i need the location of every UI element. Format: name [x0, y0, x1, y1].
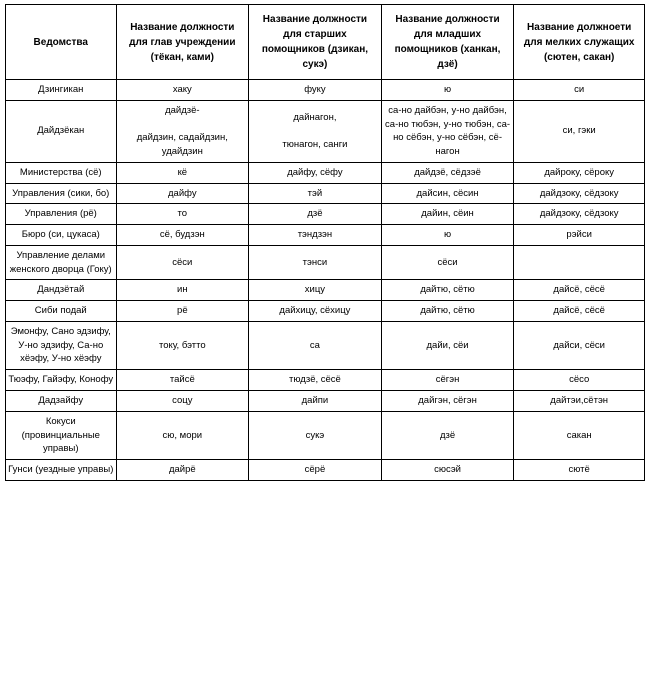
table-cell: дайгэн, сёгэн [381, 391, 514, 412]
table-cell: са [249, 321, 382, 369]
table-cell: дайфу [116, 183, 249, 204]
table-cell: ин [116, 280, 249, 301]
table-cell: дайтэи,сётэн [514, 391, 645, 412]
row-header-cell: Управления (сики, бо) [6, 183, 117, 204]
table-cell [514, 245, 645, 280]
table-cell: дайсё, сёсё [514, 280, 645, 301]
table-row [6, 411, 645, 459]
row-header-cell: Дадзайфу [6, 391, 117, 412]
column-header-heads: Название должности для глав учреждении (тёкан, ками) [116, 5, 249, 80]
table-row [6, 225, 645, 246]
table-cell: дайдзё- дайдзин, садайдзин, удайдзин [116, 100, 249, 162]
table-cell: тюдзё, сёсё [249, 370, 382, 391]
table-cell: тэндзэн [249, 225, 382, 246]
table-cell: дайси, сёси [514, 321, 645, 369]
table-cell: тайсё [116, 370, 249, 391]
table-cell: сукэ [249, 411, 382, 459]
table-row [6, 245, 645, 280]
table-cell: ю [381, 225, 514, 246]
table-cell: ю [381, 80, 514, 101]
row-header-cell: Дайдзёкан [6, 100, 117, 162]
table-cell: сёсо [514, 370, 645, 391]
table-row [6, 100, 645, 162]
table-body [6, 80, 645, 481]
table-cell: дайдзё, сёдзэё [381, 162, 514, 183]
table-row [6, 204, 645, 225]
table-cell: кё [116, 162, 249, 183]
table-cell: дайин, сёин [381, 204, 514, 225]
table-cell: дайсё, сёсё [514, 301, 645, 322]
column-header-junior-assistants: Название должности для младших помощников (ханкан, дзё) [381, 5, 514, 80]
row-header-cell: Бюро (си, цукаса) [6, 225, 117, 246]
row-header-cell: Дзингикан [6, 80, 117, 101]
table-cell: си, гэки [514, 100, 645, 162]
table-cell: сё, будзэн [116, 225, 249, 246]
table-header [6, 5, 645, 80]
table-row [6, 321, 645, 369]
table-row [6, 183, 645, 204]
table-cell: дзё [381, 411, 514, 459]
table-cell: хаку [116, 80, 249, 101]
table-cell: дайроку, сёроку [514, 162, 645, 183]
row-header-cell: Кокуси (провинциальные управы) [6, 411, 117, 459]
row-header-cell: Эмонфу, Сано эдзифу, У-но эдзифу, Са-но хёэфу, У-но хёэфу [6, 321, 117, 369]
table-cell: дайхицу, сёхицу [249, 301, 382, 322]
table-cell: дайтю, сётю [381, 301, 514, 322]
column-header-senior-assistants: Название должности для старших помощников (дзикан, сукэ) [249, 5, 382, 80]
row-header-cell: Дандзётай [6, 280, 117, 301]
table-cell: сёрё [249, 460, 382, 481]
row-header-cell: Тюэфу, Гайэфу, Конофу [6, 370, 117, 391]
table-cell: фуку [249, 80, 382, 101]
table-cell: хицу [249, 280, 382, 301]
table-cell: дайсин, сёсин [381, 183, 514, 204]
table-row [6, 370, 645, 391]
row-header-cell: Сиби подай [6, 301, 117, 322]
table-cell: тэнси [249, 245, 382, 280]
table-cell: дзё [249, 204, 382, 225]
table-cell: сюсэй [381, 460, 514, 481]
row-header-cell: Управления (рё) [6, 204, 117, 225]
table-cell: току, бэтто [116, 321, 249, 369]
table-row [6, 460, 645, 481]
column-header-agencies: Ведомства [6, 5, 117, 80]
table-cell: дайрё [116, 460, 249, 481]
table-cell: дайпи [249, 391, 382, 412]
table-cell: сакан [514, 411, 645, 459]
table-cell: соцу [116, 391, 249, 412]
row-header-cell: Управление делами женского дворца (Гоку) [6, 245, 117, 280]
table-cell: рё [116, 301, 249, 322]
table-row [6, 80, 645, 101]
table-cell: тэй [249, 183, 382, 204]
table-row [6, 280, 645, 301]
table-cell: си [514, 80, 645, 101]
table-row [6, 301, 645, 322]
table-cell: дайдзоку, сёдзоку [514, 204, 645, 225]
column-header-minor-officials: Название должноети для мелких служащих (сютен, сакан) [514, 5, 645, 80]
table-cell: сютё [514, 460, 645, 481]
header-row [6, 5, 645, 80]
table-cell: то [116, 204, 249, 225]
table-cell: дайи, сёи [381, 321, 514, 369]
table-cell: рэйси [514, 225, 645, 246]
table-cell: са-но дайбэн, у-но дайбэн, са-но тюбэн, у-но тюбэн, са-но сёбэн, у-но сёбэн, сё-нагон [381, 100, 514, 162]
positions-table [5, 4, 645, 481]
table-cell: дайфу, сёфу [249, 162, 382, 183]
row-header-cell: Министерства (сё) [6, 162, 117, 183]
table-cell: сю, мори [116, 411, 249, 459]
table-cell: дайнагон, тюнагон, санги [249, 100, 382, 162]
table-cell: сёси [381, 245, 514, 280]
table-cell: сёси [116, 245, 249, 280]
table-cell: дайтю, сётю [381, 280, 514, 301]
table-cell: сёгэн [381, 370, 514, 391]
table-cell: дайдзоку, сёдзоку [514, 183, 645, 204]
table-row [6, 162, 645, 183]
row-header-cell: Гунси (уездные управы) [6, 460, 117, 481]
table-row [6, 391, 645, 412]
